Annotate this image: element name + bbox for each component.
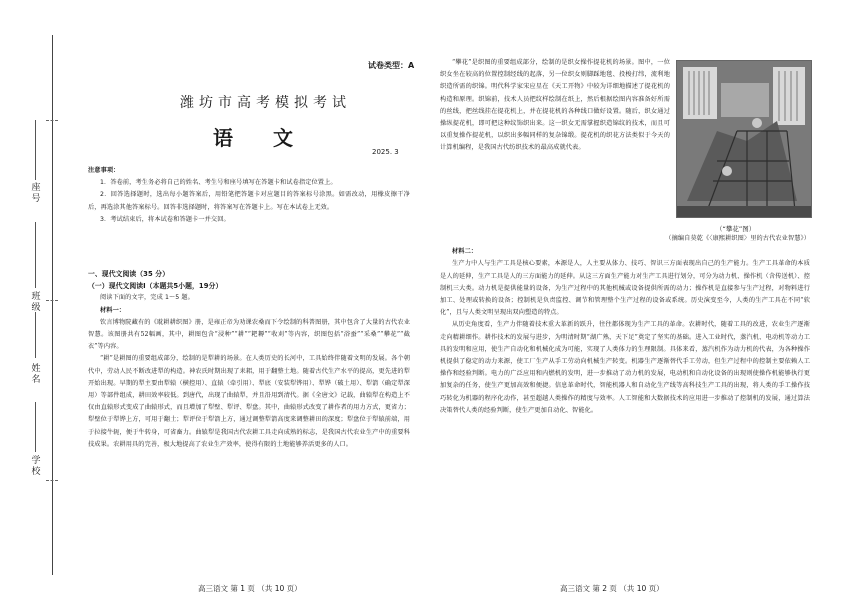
- material2-label: 材料二：: [452, 248, 478, 256]
- binding-dash: [46, 480, 58, 481]
- material2-block: [440, 223, 810, 417]
- binding-line: [52, 35, 53, 575]
- page-footer-right: 高三语文 第 2 页 （共 10 页）: [560, 584, 664, 593]
- material1-paragraph: 钦言博物院藏有的《耽耕耕织图》册，是雍正帝为劝课农桑而下令绘制的科普图册，其中包含了大量的古代农业智慧。该图册共有52幅画，其中，耕图包含“浸种”“耕”“耙耨”“收刈”等内容，织图包括“浴蚕”“采桑”“攀花”“截衣”等内容。: [88, 318, 410, 351]
- material1-paragraph: “攀花”是织图的重要组成部分，绘制的是织女操作提花机的场景。图中，一位织女坐在较高的位置控制经线的起落，另一位织女则脚踩地毯、投梭打纬，流利地织造所需的织锦。明代科学家宋应星在《天工开物》中较为详细地描述了提花机的构造和原理。织锦前，技术人员把纹样绘制在纸上，然后根据绘图内容准备好所需的丝线，把丝线挂在提花机上，并在提花机的各种线口做好设置。随后，织女通过操纵提花机，即可把这种纹饰织出来。这一织女无需掌握织造锦纹的技术，而且可以重复操作提花机，以织出多幅同样的复杂锦缎。提花机的织花方法类似于今天的计算机编程，是我国古代纺织技术的最高成就代表。: [440, 59, 670, 152]
- exam-date: 2025. 3: [372, 148, 399, 156]
- material1-paragraph: “耕”是耕图的重要组成部分，绘制的是犁耕的场景。在人类历史的长河中，工具始终伴随着文明的发展。各个朝代中，劳动人民不断改进犁的构造。神农氏时期出现了耒耜，用于翻整土地。随着古代生产水平的提高，更先进的犁开始出现。早期的犁主要由犁辕（横控用）、直辕（牵引用）、犁底（安装犁铧用）、犁铧（破土用）、犁箭（确定犁深用）等部件组成，耕田效率较低。到唐代，出现了曲辕犁，并且沿用到清代。据《全唐文》记载，曲辕犁在构造上不仅由直辕形式变成了曲辕形式，而且增加了犁壁、犁评、犁盘。其中，曲辕形式改变了耕作者的用力方式，更省力；犁壁位于犁铧上方，可用于翻土；犁评位于犁箭上方，通过调整犁箭高度来调整耕田的深度；犁盘位于犁辕前端，用于拉接牛轭，便于牛转身，可省畜力。曲辕犁是我国古代农耕工具走向成熟的标志，是我国古代农业生产中的重要科技成果。农耕用具的完善，极大地提高了农业生产效率，使得有限的土地能够养活更多的人口。: [88, 355, 410, 448]
- instruction: 阅读下面的文字，完成 1～5 题。: [100, 294, 194, 302]
- material2-paragraph: 生产力中人与生产工具是核心要素，本源是人，人主要从体力、技巧、智识三方面表现出自己的生产能力。生产工具革命的本质是人的延伸，生产工具是人的三方面能力的延伸。从这三方面生产能力对生产工具进行划分，可分为动力机、操作机（含传送机）、控制机三大类。动力机是提供能量的设备，为生产过程中的其他机械或设备提供所需的动力；操作机是直接参与生产过程，对物料进行加工、处理或转换的设备；控制机是负责监控、调节和管理整个生产过程的设备或系统。历史演变至今，人类的生产工具在不同“软化”，且与人类文明呈现出双向塑造的特点。: [440, 260, 810, 317]
- section1-block: [88, 268, 410, 451]
- exam-title: 潍坊市高考模拟考试: [180, 95, 351, 111]
- page-footer-left: 高三语文 第 1 页 （共 10 页）: [198, 584, 302, 593]
- notes-item: 1．答卷前，考生务必将自己的姓名、考生号和座号填写在答题卡和试卷指定位置上。: [100, 179, 337, 187]
- class-underline: [35, 222, 36, 288]
- class-label: 班级: [31, 292, 41, 313]
- notes-block: [88, 165, 410, 226]
- seat-underline: [35, 120, 36, 180]
- material1-label: 材料一：: [100, 306, 126, 314]
- name-underline: [35, 312, 36, 358]
- exam-type: 试卷类型：A: [368, 61, 415, 70]
- binding-margin: [0, 0, 62, 604]
- seat-label: 座号: [31, 183, 41, 204]
- notes-heading: 注意事项：: [88, 167, 120, 174]
- sub-section-heading: （一）现代文阅读Ⅰ（本题共5小题，19分）: [88, 282, 223, 291]
- subject-title: 语文: [213, 126, 333, 150]
- panhua-artwork: [677, 61, 811, 217]
- material2-paragraph: 从历史角度看，生产力伴随着技术重大革新的跃升，往往都体现为生产工具的革命。农耕时代，随着工具的改进，农业生产逐渐走向精耕细作。耕作技术的发展与进步，为明清时期“湖广熟，天下足”奠定了坚实的基础。进入工业时代，蒸汽机、电动机等动力工具的发明和应用，使生产自动化和机械化成为可能，实现了人类体力的生理限制。具体来看，蒸汽机作为动力机的代表，为各种操作机提供了稳定的动力来源，使工厂生产从手工劳动向机械生产转变。机器生产逐渐替代手工劳动，但生产过程中的控制主要依赖人工操作和经验判断。电力的广泛应用和内燃机的发明，进一步推动了动力机的发展，电动机和自动化设备的出现则使操作机能够执行更加复杂的任务，使生产更加高效和便捷。信息革命时代，智能机器人和自动化生产线等高科技生产工具的出现，将人类的手工操作技巧转化为机器的程序化动作，甚至超越人类操作的精度与效率。人工智能和大数据技术的应用进一步推动了控制机的发展，通过算法决策替代人类的经验判断，使生产更加自动化、智能化。: [440, 321, 810, 414]
- binding-dash: [46, 300, 58, 301]
- source-citation: （摘编自莫乾《〈康熙耕织图〉里的古代农业智慧》）: [665, 235, 810, 242]
- notes-item: 2．回答选择题时，选出每小题答案后，用铅笔把答题卡对应题目的答案标号涂黑。如需改动，用橡皮擦干净后，再选涂其他答案标号。回答非选择题时，将答案写在答题卡上。写在本试卷上无效。: [88, 191, 410, 211]
- school-underline: [35, 402, 36, 452]
- panhua-illustration: [676, 60, 812, 218]
- binding-dash: [46, 120, 58, 121]
- notes-item: 3．考试结束后，将本试卷和答题卡一并交回。: [100, 215, 230, 223]
- image-caption: （“攀花”图）: [716, 225, 756, 233]
- school-label: 学校: [31, 456, 41, 477]
- section-heading: 一、现代文阅读（35 分）: [88, 270, 170, 278]
- name-label: 姓名: [31, 364, 41, 385]
- material1-continued: [440, 57, 670, 155]
